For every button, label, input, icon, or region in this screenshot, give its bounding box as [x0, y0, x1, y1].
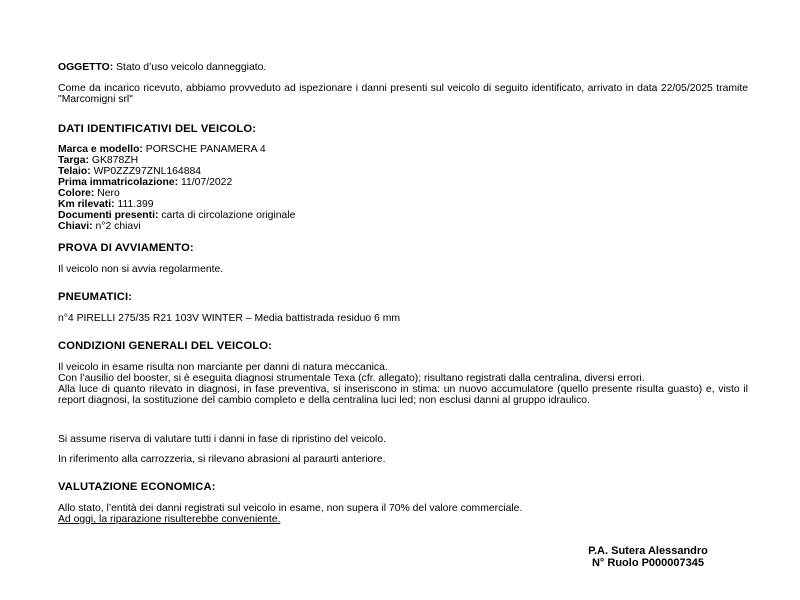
conditions-p5: In riferimento alla carrozzeria, si rilevano abrasioni al paraurti anteriore.: [58, 454, 386, 465]
conditions-body: [58, 362, 748, 406]
valuation-conclusion: Ad oggi, la riparazione risulterebbe conveniente.: [58, 514, 281, 525]
valuation-p1: Allo stato, l’entità dei danni registrati sul veicolo in esame, non supera il 70% del valore commerciale.: [58, 503, 523, 514]
valuation-p2: [58, 514, 748, 525]
startup-text: Il veicolo non si avvia regolarmente.: [58, 264, 224, 275]
field-value: WP0ZZZ97ZNL164884: [93, 166, 202, 177]
field-label: Targa:: [58, 155, 89, 166]
field-color: [58, 188, 748, 199]
conditions-p4: Si assume riserva di valutare tutti i danni in fase di ripristino del veicolo.: [58, 434, 387, 445]
field-value: n°2 chiavi: [95, 221, 141, 232]
field-plate: [58, 155, 748, 166]
subject-text: Stato d’uso veicolo danneggiato.: [116, 62, 267, 73]
startup-heading: PROVA DI AVVIAMENTO:: [58, 242, 194, 254]
subject-line: [58, 62, 748, 73]
conditions-heading: CONDIZIONI GENERALI DEL VEICOLO:: [58, 340, 273, 352]
valuation-heading: VALUTAZIONE ECONOMICA:: [58, 481, 216, 493]
field-first-registration: [58, 177, 748, 188]
field-chassis: [58, 166, 748, 177]
conditions-p2: Con l’ausilio del booster, si è eseguita diagnosi strumentale Texa (cfr. allegato); risultano registrati dalla centralina, diversi errori.: [58, 373, 645, 384]
field-value: carta di circolazione originale: [161, 210, 296, 221]
field-label: Chiavi:: [58, 221, 93, 232]
field-make-model: [58, 144, 748, 155]
field-km: [58, 199, 748, 210]
field-label: Documenti presenti:: [58, 210, 159, 221]
vehicle-heading: DATI IDENTIFICATIVI DEL VEICOLO:: [58, 123, 257, 135]
field-label: Colore:: [58, 188, 95, 199]
field-value: PORSCHE PANAMERA 4: [145, 144, 266, 155]
conditions-p3: Alla luce di quanto rilevato in diagnosi, in fase preventiva, si inseriscono in stima: un nuovo accumulatore (quello presente risulta guasto) e, visto il report diagnosi, la sostituzione del cambio completo e della centralina luci led; non esclusi danni al gruppo idraulico.: [58, 384, 748, 406]
field-documents: [58, 210, 748, 221]
field-label: Prima immatricolazione:: [58, 177, 179, 188]
intro-paragraph: Come da incarico ricevuto, abbiamo provveduto ad ispezionare i danni presenti sul veicolo di seguito identificato, arrivato in data 22/05/2025 tramite "Marcomigni srl": [58, 83, 748, 105]
field-value: 111.399: [117, 199, 154, 210]
field-value: Nero: [97, 188, 120, 199]
field-keys: [58, 221, 748, 232]
field-label: Telaio:: [58, 166, 91, 177]
field-label: Km rilevati:: [58, 199, 115, 210]
conditions-p1: Il veicolo in esame risulta non marciante per danni di natura meccanica.: [58, 362, 388, 373]
subject-label: OGGETTO:: [58, 62, 114, 73]
field-label: Marca e modello:: [58, 144, 143, 155]
signature-register: N° Ruolo P000007345: [591, 557, 704, 569]
field-value: 11/07/2022: [181, 177, 233, 188]
tyres-heading: PNEUMATICI:: [58, 291, 133, 303]
tyres-text: n°4 PIRELLI 275/35 R21 103V WINTER – Media battistrada residuo 6 mm: [58, 313, 401, 324]
vehicle-fields: [58, 144, 748, 232]
signature-name: P.A. Sutera Alessandro: [588, 545, 708, 557]
field-value: GK878ZH: [91, 155, 139, 166]
